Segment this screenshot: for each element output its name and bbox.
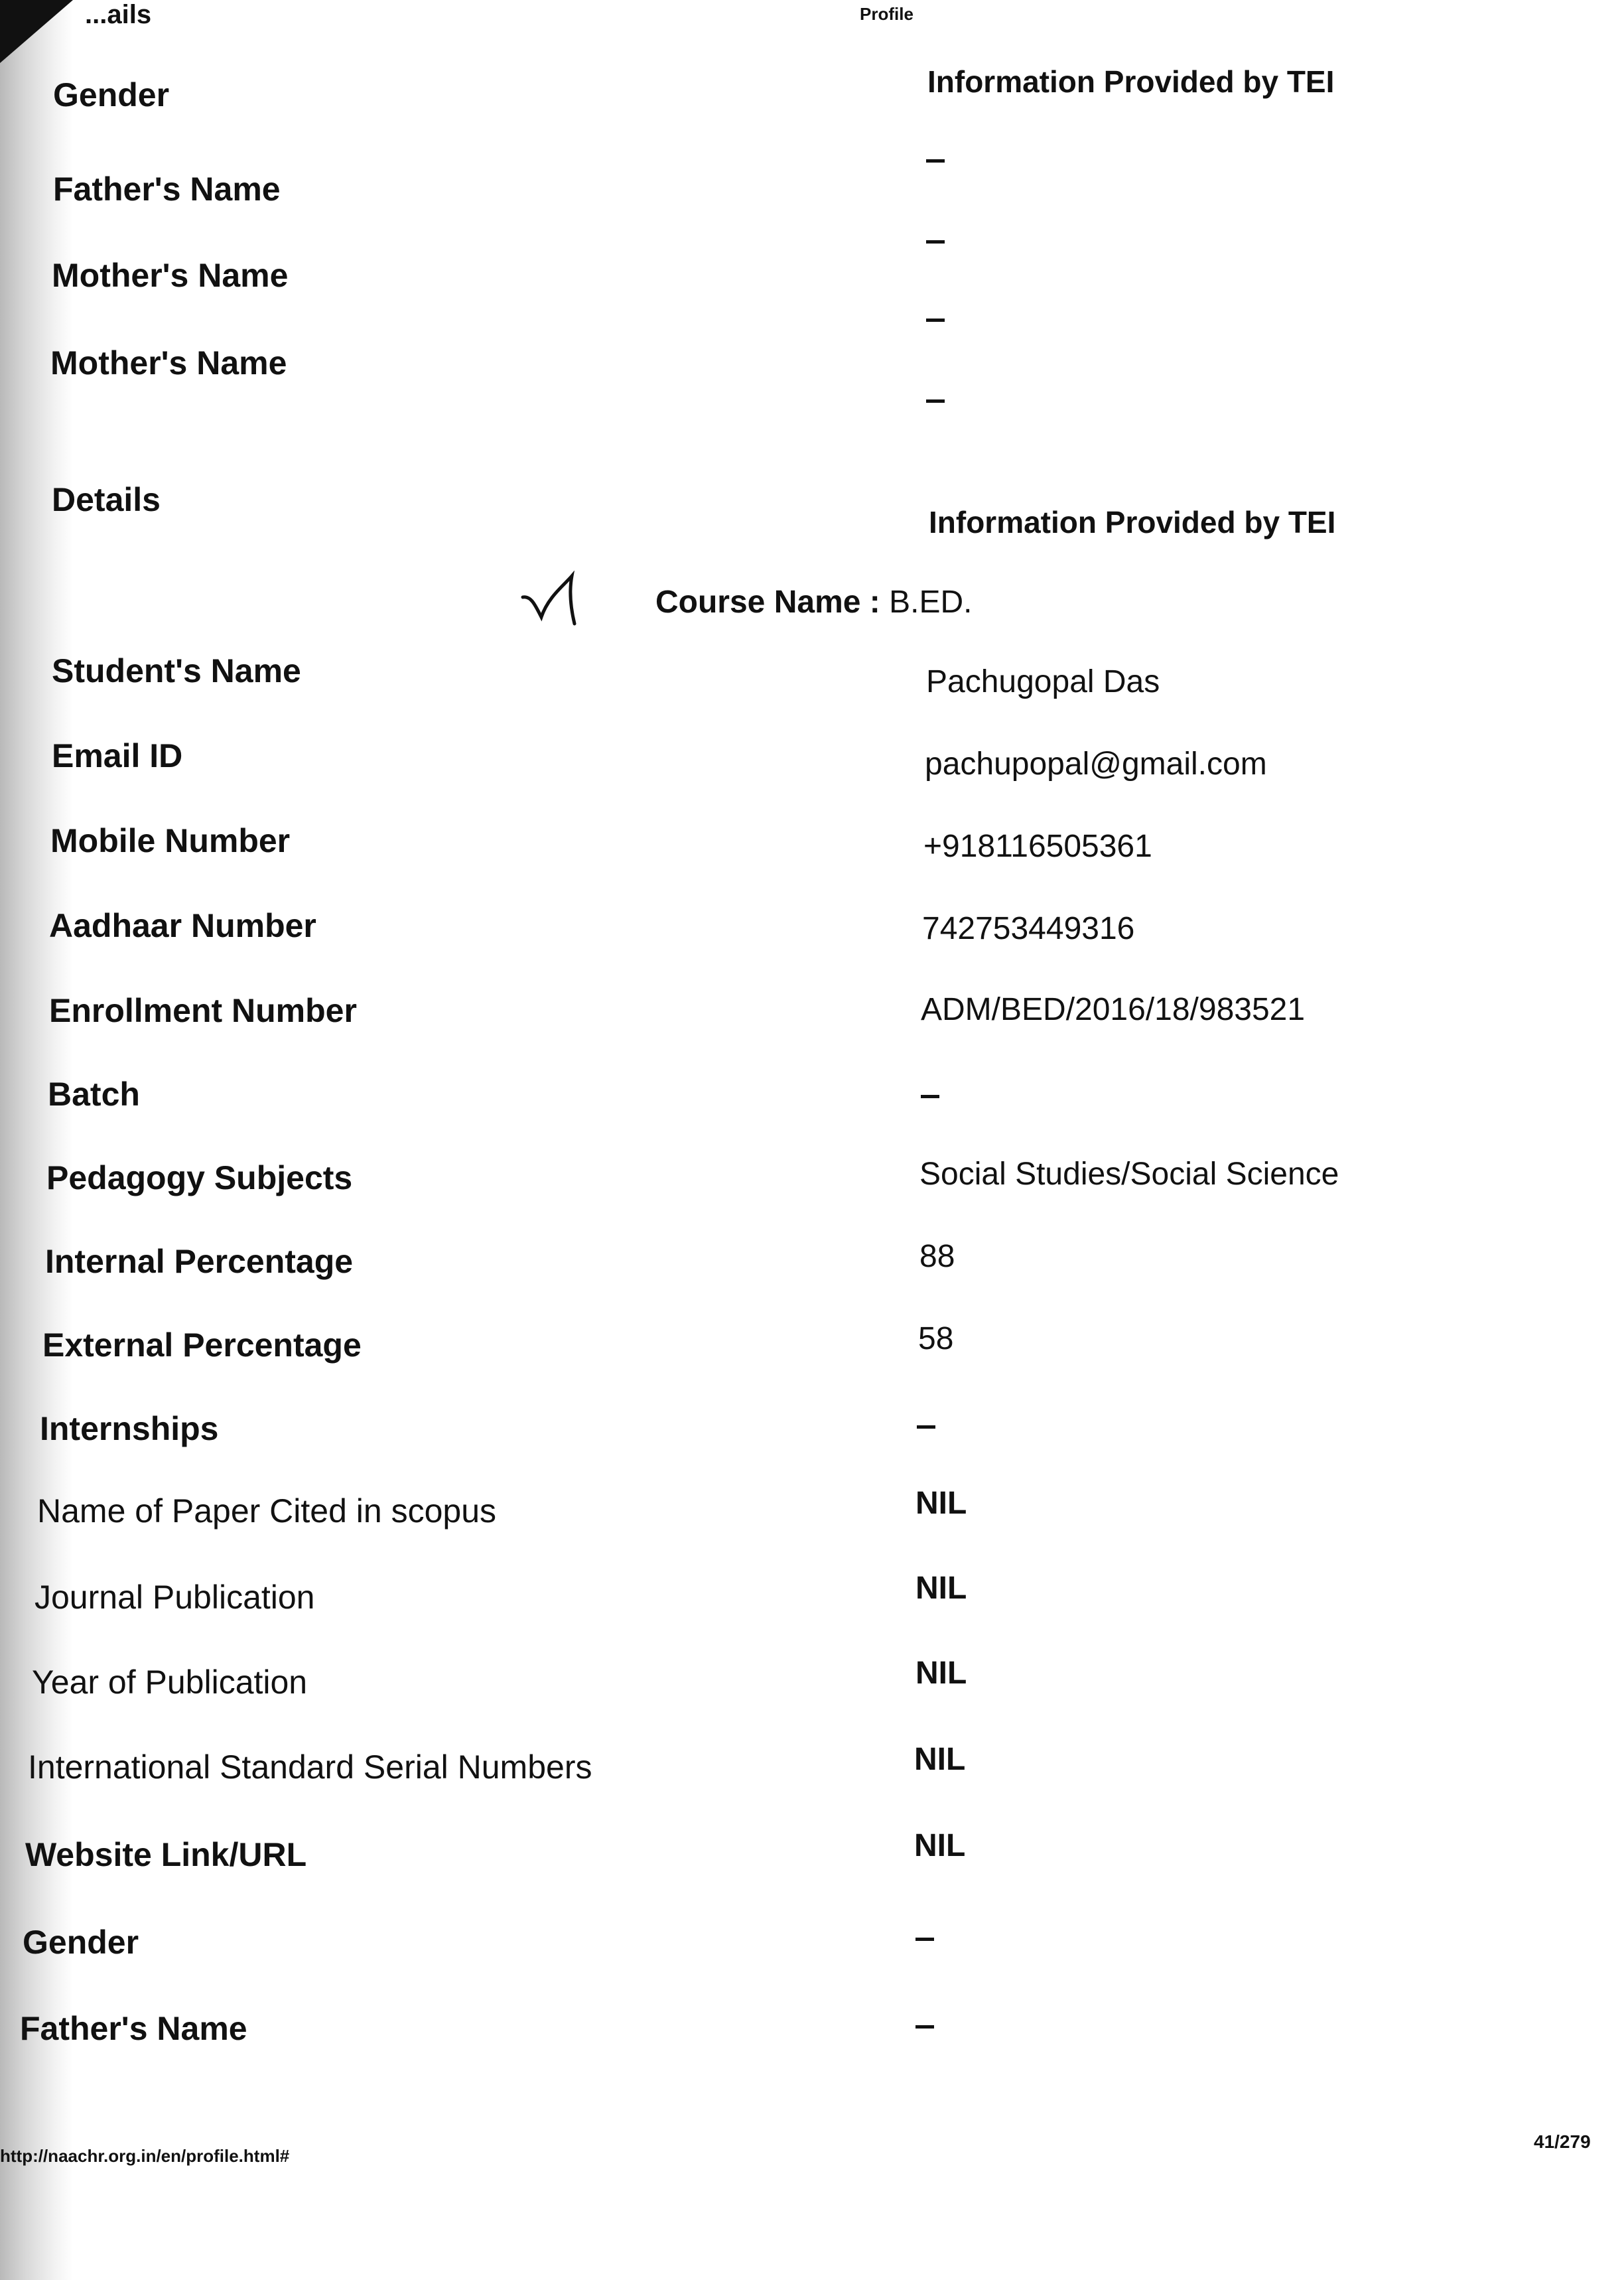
footer-url: http://naachr.org.in/en/profile.html# [0, 2146, 290, 2166]
dash-fathers-name [926, 240, 945, 244]
label-year-of-publication: Year of Publication [32, 1664, 308, 1701]
value-pedagogy-subjects: Social Studies/Social Science [919, 1157, 1339, 1192]
info-provided-heading-2: Information Provided by TEI [929, 505, 1336, 539]
label-journal-publication: Journal Publication [34, 1579, 315, 1616]
label-gender: Gender [53, 76, 170, 113]
course-name-line [655, 584, 972, 620]
label-gender-2: Gender [23, 1924, 139, 1961]
info-provided-heading: Information Provided by TEI [927, 64, 1335, 99]
label-website-link: Website Link/URL [25, 1836, 307, 1873]
label-issn: International Standard Serial Numbers [28, 1748, 592, 1786]
value-journal-publication: NIL [915, 1571, 967, 1606]
label-mobile-number: Mobile Number [50, 822, 291, 859]
label-enrollment-number: Enrollment Number [49, 992, 357, 1029]
folded-corner [0, 0, 73, 63]
label-mothers-name-2: Mother's Name [50, 344, 287, 382]
value-enrollment-number: ADM/BED/2016/18/983521 [921, 992, 1306, 1027]
label-mothers-name: Mother's Name [52, 257, 289, 294]
label-fathers-name: Father's Name [53, 171, 281, 208]
value-internal-percentage: 88 [919, 1239, 955, 1274]
handwritten-tick-mark [517, 571, 590, 630]
label-email-id: Email ID [52, 737, 183, 774]
value-paper-cited-scopus: NIL [915, 1486, 967, 1521]
details-heading: Details [52, 481, 161, 518]
label-internal-percentage: Internal Percentage [45, 1243, 354, 1280]
course-name-key: Course Name : [655, 585, 880, 620]
value-external-percentage: 58 [918, 1321, 954, 1356]
value-aadhaar-number: 742753449316 [922, 911, 1135, 946]
page-header-title: Profile [860, 4, 914, 24]
dash-batch [921, 1095, 939, 1098]
dash-gender-2 [915, 1938, 934, 1941]
dash-fathers-name-2 [915, 2025, 934, 2029]
dash-mothers-name-2 [926, 399, 945, 403]
label-internships: Internships [40, 1410, 219, 1447]
value-email-id: pachupopal@gmail.com [925, 747, 1267, 782]
value-mobile-number: +918116505361 [923, 829, 1152, 864]
label-external-percentage: External Percentage [42, 1326, 362, 1364]
value-website-link: NIL [914, 1828, 966, 1863]
dash-gender [926, 159, 945, 163]
value-year-of-publication: NIL [915, 1656, 967, 1691]
label-pedagogy-subjects: Pedagogy Subjects [46, 1159, 353, 1196]
value-students-name: Pachugopal Das [926, 664, 1160, 699]
label-paper-cited-scopus: Name of Paper Cited in scopus [37, 1492, 497, 1530]
dash-internships [917, 1425, 935, 1429]
page-header-left: ...ails [85, 0, 152, 29]
label-fathers-name-2: Father's Name [20, 2010, 247, 2047]
footer-page-number: 41/279 [1534, 2131, 1591, 2152]
course-name-value: B.ED. [880, 585, 973, 620]
value-issn: NIL [914, 1742, 966, 1777]
label-students-name: Student's Name [52, 652, 301, 689]
dash-mothers-name [926, 319, 945, 322]
label-aadhaar-number: Aadhaar Number [49, 907, 316, 944]
label-batch: Batch [48, 1076, 140, 1113]
